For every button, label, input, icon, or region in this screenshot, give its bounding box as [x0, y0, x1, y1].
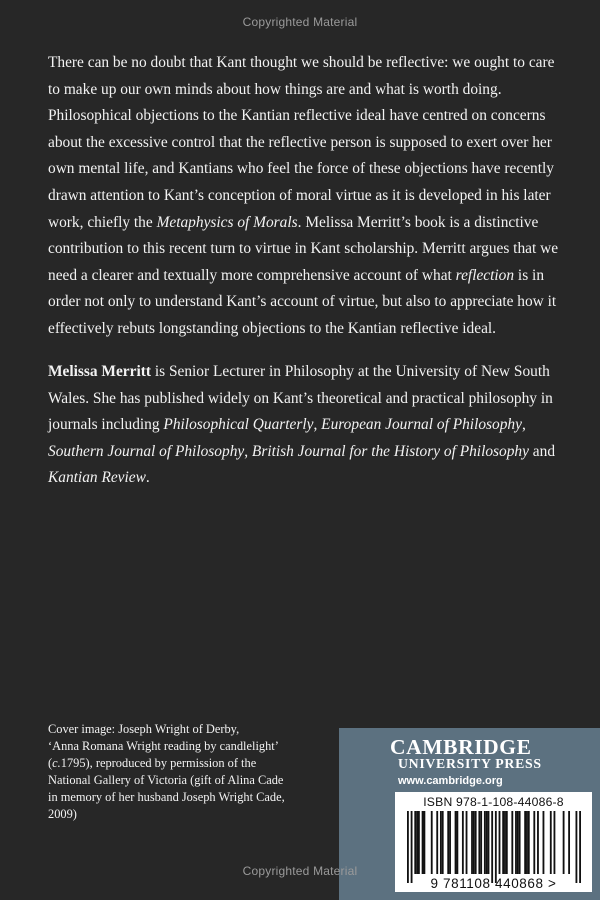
description-emphasis: reflection [455, 266, 515, 284]
separator: , [313, 416, 322, 434]
journal-title: European Journal of Philosophy [321, 416, 522, 434]
credit-line: ( [48, 756, 53, 770]
copyright-watermark-top: Copyrighted Material [242, 15, 358, 29]
description-text-2: . Melissa Merritt’s book is a distinctive contribution to this recent turn to virtue in Kant scholarship. Merritt argues that we need a clearer and textually more comprehensive account of what [48, 213, 559, 284]
journal-title: Southern Journal of Philosophy [48, 442, 245, 460]
journal-title: Philosophical Quarterly [163, 416, 314, 434]
credit-line: Cover image: Joseph Wright of Derby, [48, 722, 240, 736]
publisher-logo-press: UNIVERSITY PRESS [398, 756, 542, 771]
author-bio [48, 359, 560, 492]
journal-title: British Journal for the History of Philosophy [251, 442, 529, 460]
conjunction: and [528, 442, 556, 460]
bio-end: . [145, 469, 150, 487]
description-text-1: There can be no doubt that Kant thought we should be reflective: we ought to care to make up our own minds about how things are and what is worth doing. Philosophical objections to the Kantian reflective ideal have centred on concerns about the excessive control that the reflective person is supposed to exert over her own mental life, and Kantians who feel the force of these objections have recently drawn attention to Kant’s conception of moral virtue as it is developed in his later work, chiefly the [48, 54, 555, 231]
circa-abbrev: c. [52, 756, 61, 770]
journal-title: Kantian Review [48, 469, 146, 487]
description-text-3: is in order not only to understand Kant’s account of virtue, but also to appreciate how it effectively rebuts longstanding objections to the Kantian reflective ideal. [48, 266, 557, 337]
work-title: Metaphysics of Morals [156, 213, 298, 231]
separator: , [244, 442, 252, 460]
isbn-label: ISBN 978-1-108-44086-8 [423, 795, 564, 809]
cover-image-credit [48, 721, 338, 823]
credit-line: in memory of her husband Joseph Wright Cade, [48, 790, 285, 804]
author-name: Melissa Merritt [48, 363, 151, 380]
credit-line: National Gallery of Victoria (gift of Alina Cade [48, 773, 284, 787]
bio-text: is Senior Lecturer in Philosophy at the University of New South Wales. She has published widely on Kant’s theoretical and practical philosophy in journals including [48, 363, 553, 434]
separator: , [521, 416, 526, 434]
barcode-number: 9 781108 440868 > [430, 876, 557, 891]
copyright-watermark-bottom: Copyrighted Material [242, 864, 358, 878]
publisher-logo-name: CAMBRIDGE [390, 735, 532, 759]
publisher-url: www.cambridge.org [398, 775, 503, 787]
credit-line: 2009) [48, 807, 77, 821]
credit-line: ‘Anna Romana Wright reading by candlelight’ [48, 739, 279, 753]
book-description [48, 50, 560, 343]
credit-line: 1795), reproduced by permission of the [60, 756, 257, 770]
